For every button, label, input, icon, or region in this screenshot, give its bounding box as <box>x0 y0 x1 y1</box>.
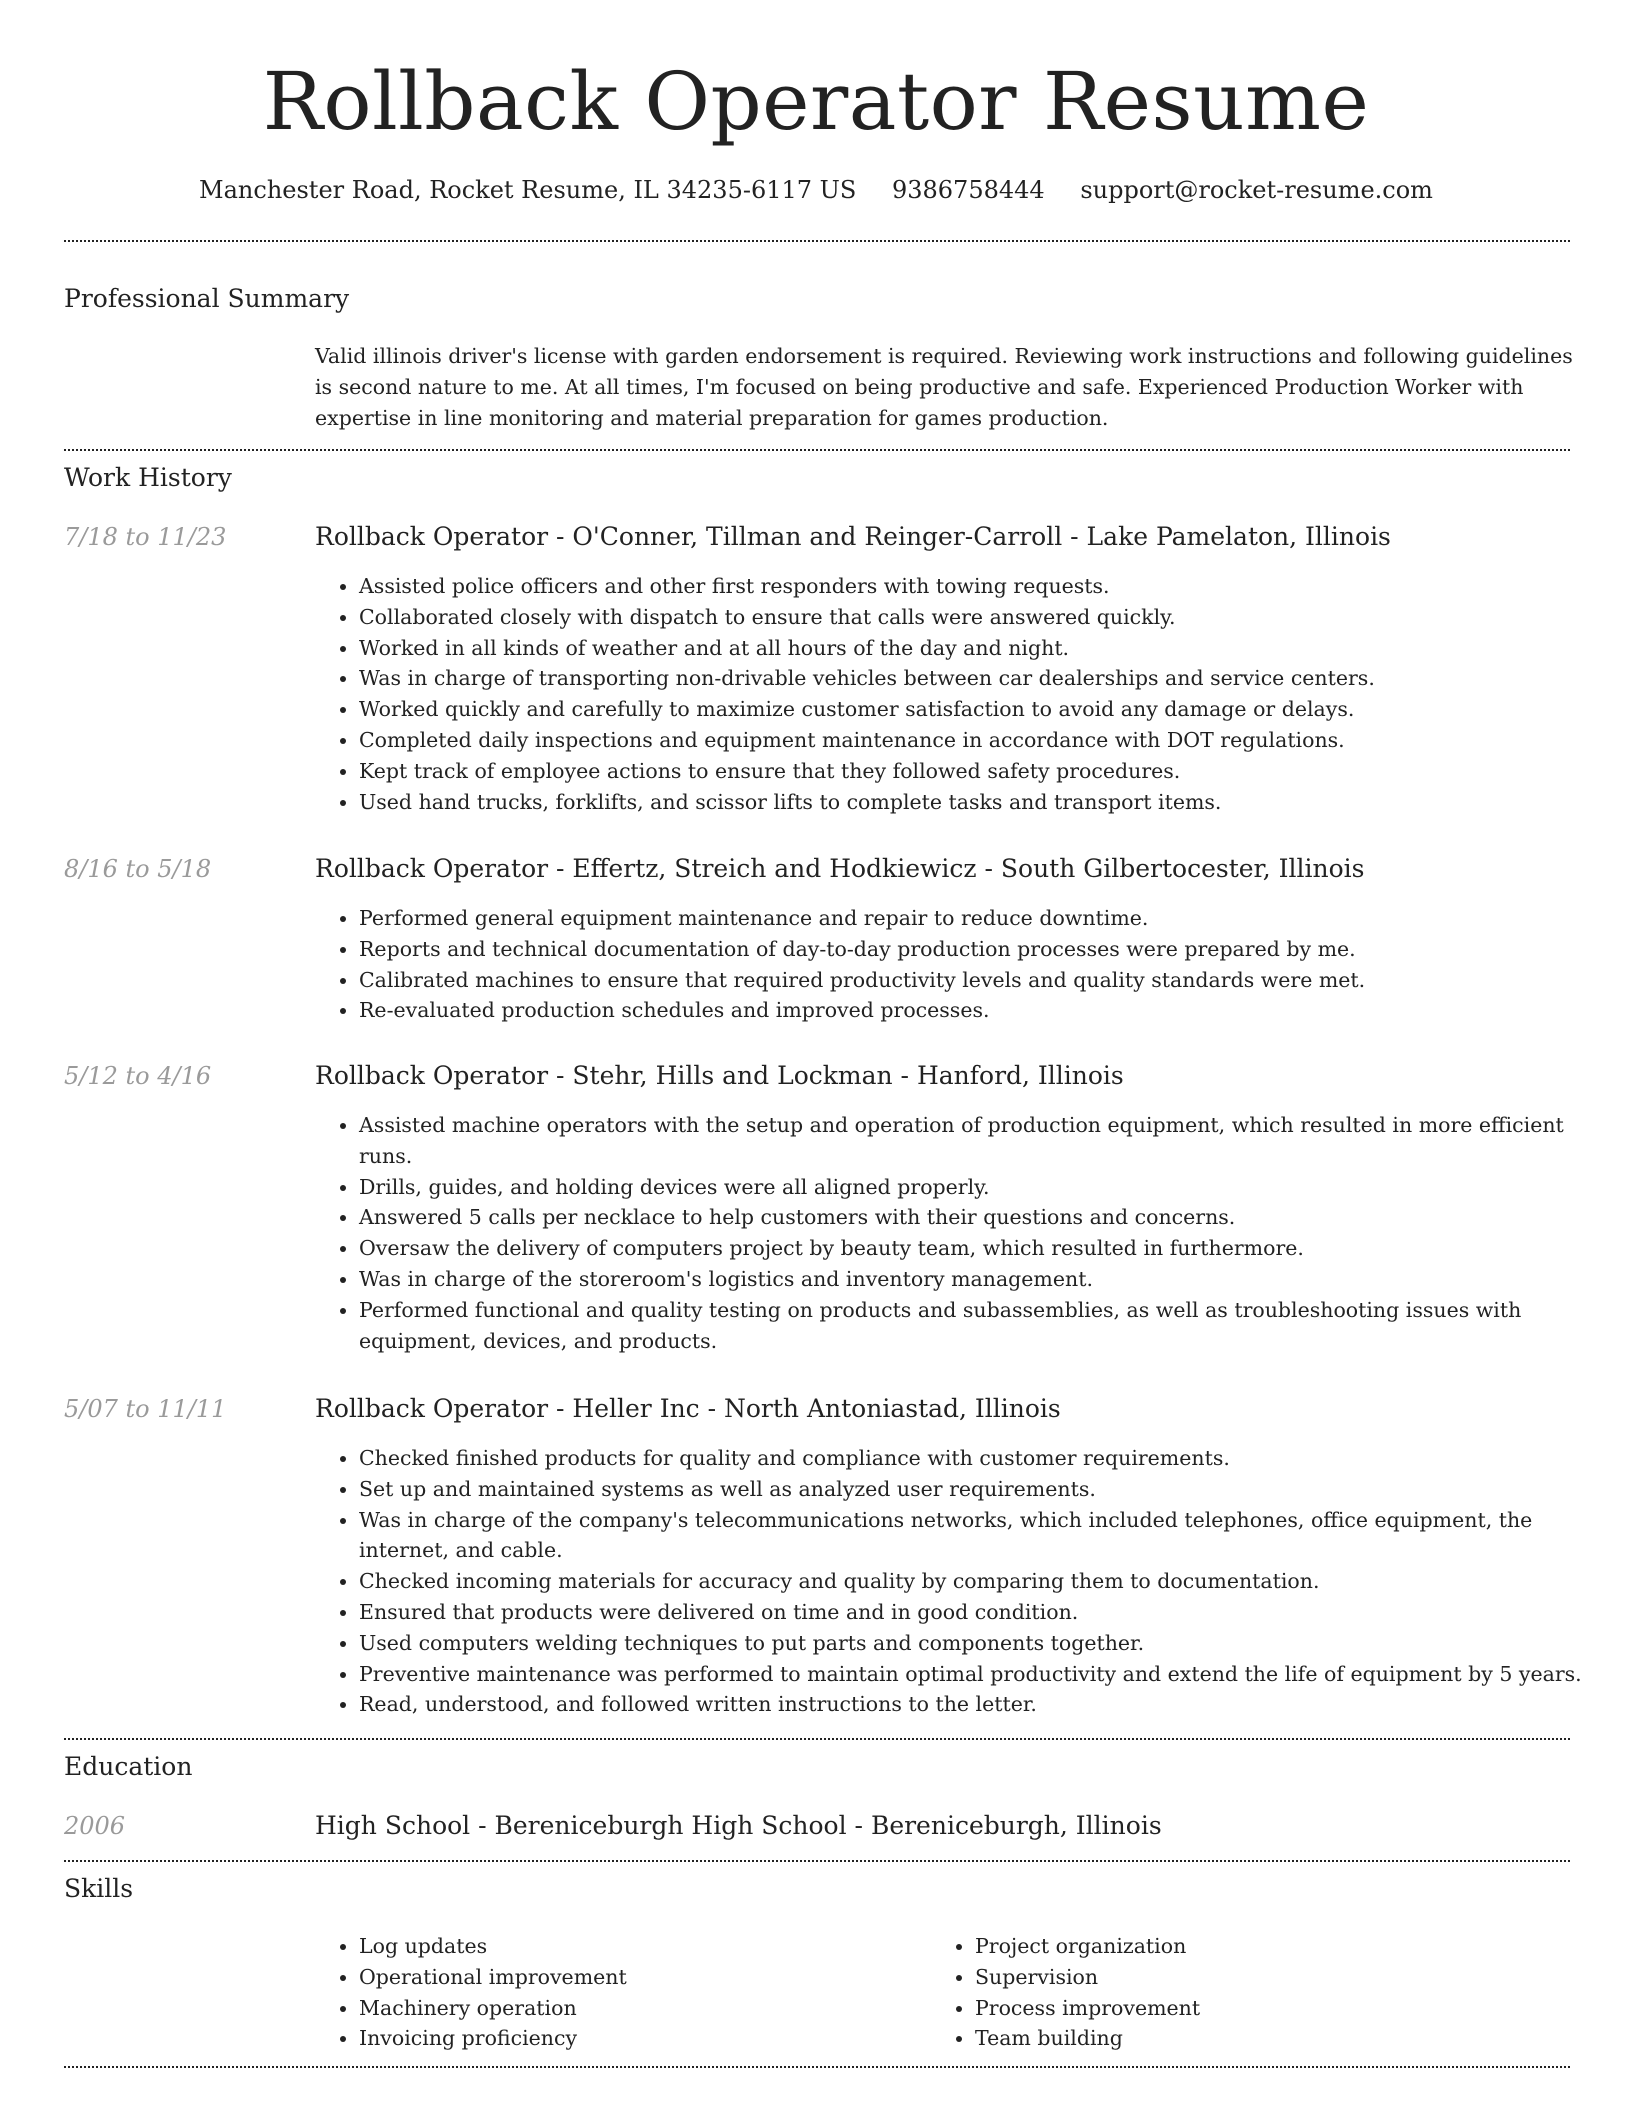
list-item: • Worked in all kinds of weather and at all hours of the day and night. <box>359 633 1617 664</box>
divider <box>64 1860 1570 1862</box>
skills-list-right <box>931 1931 1200 2054</box>
section-title-work-history: Work History <box>64 463 232 492</box>
job-bullets <box>315 1443 1617 1720</box>
summary-text: Valid illinois driver's license with garden endorsement is required. Reviewing work instructions and following guidelines is second nature to me. At all times, I'm focused on being productive and safe. Experienced Production Worker with expertise in line monitoring and material preparation for games production. <box>315 344 1573 430</box>
section-title-skills: Skills <box>64 1874 134 1903</box>
list-item: • Team building <box>975 2023 1200 2054</box>
job-heading: Rollback Operator - Heller Inc - North Antoniastad, Illinois <box>315 1394 1061 1423</box>
divider <box>64 240 1570 242</box>
job-bullets <box>315 1110 1617 1356</box>
list-item: • Project organization <box>975 1931 1200 1962</box>
contact-phone: 9386758444 <box>891 176 1045 204</box>
job-heading: Rollback Operator - Stehr, Hills and Lockman - Hanford, Illinois <box>315 1061 1124 1090</box>
list-item: • Assisted police officers and other first responders with towing requests. <box>359 571 1617 602</box>
list-item: • Used hand trucks, forklifts, and scissor lifts to complete tasks and transport items. <box>359 787 1617 818</box>
job-dates: 8/16 to 5/18 <box>64 855 212 883</box>
list-item: • Re-evaluated production schedules and improved processes. <box>359 995 1617 1026</box>
list-item: • Log updates <box>359 1931 627 1962</box>
list-item: • Calibrated machines to ensure that required productivity levels and quality standards were met. <box>359 965 1617 996</box>
list-item: • Invoicing proficiency <box>359 2023 627 2054</box>
list-item: • Was in charge of the storeroom's logistics and inventory management. <box>359 1264 1617 1295</box>
list-item: • Preventive maintenance was performed to maintain optimal productivity and extend the life of equipment by 5 years. <box>359 1659 1617 1690</box>
list-item: • Process improvement <box>975 1993 1200 2024</box>
list-item: • Kept track of employee actions to ensure that they followed safety procedures. <box>359 756 1617 787</box>
list-item: • Checked incoming materials for accuracy and quality by comparing them to documentation. <box>359 1566 1617 1597</box>
job-dates: 7/18 to 11/23 <box>64 523 227 551</box>
list-item: • Supervision <box>975 1962 1200 1993</box>
list-item: • Answered 5 calls per necklace to help customers with their questions and concerns. <box>359 1202 1617 1233</box>
list-item: • Used computers welding techniques to put parts and components together. <box>359 1628 1617 1659</box>
skills-list-left <box>315 1931 627 2054</box>
job-heading: Rollback Operator - Effertz, Streich and Hodkiewicz - South Gilbertocester, Illinois <box>315 854 1365 883</box>
list-item: • Collaborated closely with dispatch to ensure that calls were answered quickly. <box>359 602 1617 633</box>
list-item: • Ensured that products were delivered on time and in good condition. <box>359 1597 1617 1628</box>
section-title-education: Education <box>64 1752 193 1781</box>
list-item: • Machinery operation <box>359 1993 627 2024</box>
education-year: 2006 <box>64 1812 126 1840</box>
list-item: • Assisted machine operators with the setup and operation of production equipment, which resulted in more efficient runs. <box>359 1110 1617 1172</box>
education-heading: High School - Bereniceburgh High School - Bereniceburgh, Illinois <box>315 1811 1162 1840</box>
job-dates: 5/12 to 4/16 <box>64 1062 212 1090</box>
divider <box>64 1738 1570 1740</box>
list-item: • Drills, guides, and holding devices were all aligned properly. <box>359 1172 1617 1203</box>
list-item: • Completed daily inspections and equipment maintenance in accordance with DOT regulations. <box>359 725 1617 756</box>
contact-email: support@rocket-resume.com <box>1080 176 1433 204</box>
list-item: • Performed general equipment maintenance and repair to reduce downtime. <box>359 903 1617 934</box>
list-item: • Oversaw the delivery of computers project by beauty team, which resulted in furthermore. <box>359 1233 1617 1264</box>
list-item: • Set up and maintained systems as well as analyzed user requirements. <box>359 1474 1617 1505</box>
job-bullets <box>315 903 1617 1026</box>
list-item: • Checked finished products for quality and compliance with customer requirements. <box>359 1443 1617 1474</box>
contact-line <box>0 174 1632 206</box>
list-item: • Worked quickly and carefully to maximize customer satisfaction to avoid any damage or delays. <box>359 694 1617 725</box>
list-item: • Performed functional and quality testing on products and subassemblies, as well as troubleshooting issues with equipment, devices, and products. <box>359 1295 1617 1357</box>
list-item: • Read, understood, and followed written instructions to the letter. <box>359 1689 1617 1720</box>
page-title: Rollback Operator Resume <box>262 55 1370 148</box>
job-heading: Rollback Operator - O'Conner, Tillman and Reinger-Carroll - Lake Pamelaton, Illinois <box>315 522 1391 551</box>
resume-header <box>0 0 1632 206</box>
divider <box>64 2066 1570 2068</box>
list-item: • Operational improvement <box>359 1962 627 1993</box>
job-dates: 5/07 to 11/11 <box>64 1395 227 1423</box>
job-bullets <box>315 571 1617 817</box>
list-item: • Was in charge of the company's telecommunications networks, which included telephones, office equipment, the internet, and cable. <box>359 1505 1617 1567</box>
list-item: • Was in charge of transporting non-drivable vehicles between car dealerships and service centers. <box>359 663 1617 694</box>
list-item: • Reports and technical documentation of day-to-day production processes were prepared by me. <box>359 934 1617 965</box>
section-title-summary: Professional Summary <box>64 284 350 313</box>
contact-address: Manchester Road, Rocket Resume, IL 34235-6117 US <box>199 176 857 204</box>
divider <box>64 449 1570 451</box>
